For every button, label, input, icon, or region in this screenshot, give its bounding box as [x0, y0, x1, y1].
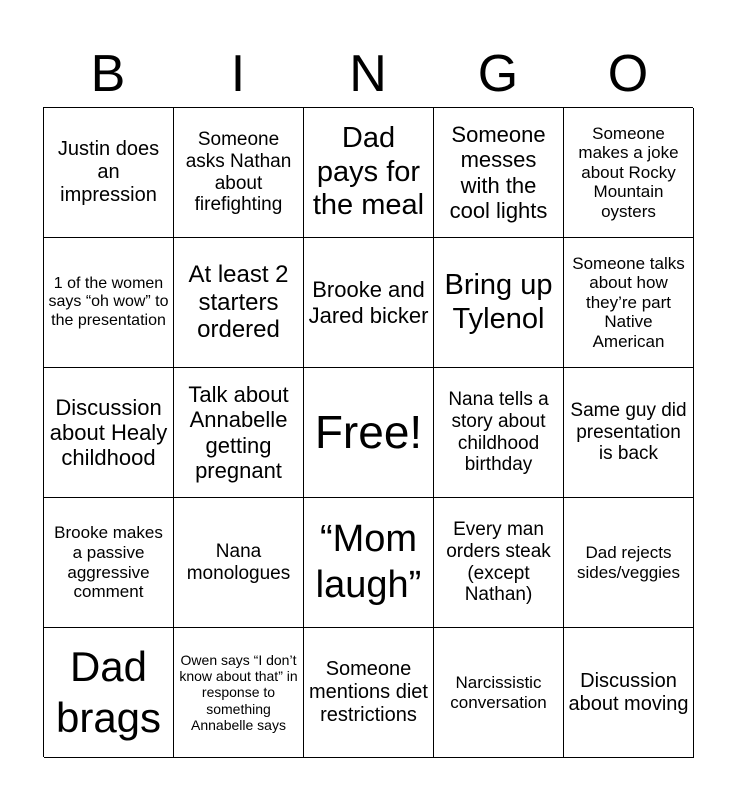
bingo-cell-r4c3[interactable] [304, 498, 434, 628]
bingo-cell-r2c2[interactable] [174, 238, 304, 368]
cell-text: Dad brags [55, 643, 162, 741]
cell-text: Nana tells a story about childhood birthday [448, 388, 549, 476]
bingo-cell-r5c3[interactable] [304, 628, 434, 758]
bingo-cell-r3c2[interactable] [174, 368, 304, 498]
cell-text: Talk about Annabelle getting pregnant [188, 381, 289, 483]
cell-text: Someone talks about how they’re part Native American [572, 253, 685, 351]
bingo-cell-r1c4[interactable] [434, 108, 564, 238]
cell-text: Same guy did presentation is back [570, 399, 687, 465]
cell-text: Owen says “I don’t know about that” in response to something Annabelle says [179, 652, 298, 733]
bingo-cell-r1c3[interactable] [304, 108, 434, 238]
bingo-cell-r4c4[interactable] [434, 498, 564, 628]
bingo-cell-r1c1[interactable] [44, 108, 174, 238]
cell-text: At least 2 starters ordered [188, 261, 289, 344]
bingo-cell-r5c5[interactable] [564, 628, 694, 758]
cell-text: Discussion about Healy childhood [49, 394, 168, 471]
bingo-board [43, 107, 693, 757]
bingo-cell-r5c2[interactable] [174, 628, 304, 758]
bingo-header [43, 40, 693, 108]
bingo-cell-r1c2[interactable] [174, 108, 304, 238]
cell-text: “Mom laugh” [315, 517, 422, 606]
bingo-cell-r3c5[interactable] [564, 368, 694, 498]
bingo-cell-r5c1[interactable] [44, 628, 174, 758]
cell-text: Someone messes with the cool lights [449, 121, 548, 223]
cell-text: Someone asks Nathan about firefighting [185, 128, 292, 216]
cell-text: Nana monologues [186, 540, 291, 584]
cell-text: Bring up Tylenol [444, 269, 553, 335]
bingo-cell-r3c1[interactable] [44, 368, 174, 498]
bingo-cell-r2c3[interactable] [304, 238, 434, 368]
header-letter-i: I [230, 45, 246, 103]
bingo-cell-r4c1[interactable] [44, 498, 174, 628]
bingo-cell-free[interactable] [304, 368, 434, 498]
header-letter-o: O [607, 45, 649, 103]
bingo-cell-r2c1[interactable] [44, 238, 174, 368]
bingo-cell-r4c2[interactable] [174, 498, 304, 628]
cell-text: Narcissistic conversation [450, 672, 547, 712]
cell-text: Someone mentions diet restrictions [309, 658, 428, 726]
cell-text: 1 of the women says “oh wow” to the presentation [48, 274, 169, 329]
bingo-cell-r4c5[interactable] [564, 498, 694, 628]
bingo-cell-r3c4[interactable] [434, 368, 564, 498]
bingo-cell-r5c4[interactable] [434, 628, 564, 758]
header-letter-n: N [349, 45, 387, 103]
cell-text: Dad pays for the meal [312, 122, 425, 222]
cell-text: Discussion about moving [568, 669, 689, 715]
bingo-cell-r2c5[interactable] [564, 238, 694, 368]
cell-text: Brooke makes a passive aggressive comment [54, 523, 163, 602]
cell-text: Justin does an impression [57, 138, 160, 206]
free-space-text: Free! [314, 406, 423, 459]
header-letter-b: B [90, 45, 126, 103]
cell-text: Someone makes a joke about Rocky Mountain oysters [578, 123, 679, 221]
cell-text: Every man orders steak (except Nathan) [446, 518, 551, 606]
cell-text: Brooke and Jared bicker [308, 277, 429, 328]
bingo-cell-r1c5[interactable] [564, 108, 694, 238]
cell-text: Dad rejects sides/veggies [576, 542, 680, 582]
bingo-cell-r2c4[interactable] [434, 238, 564, 368]
header-letter-g: G [477, 45, 519, 103]
